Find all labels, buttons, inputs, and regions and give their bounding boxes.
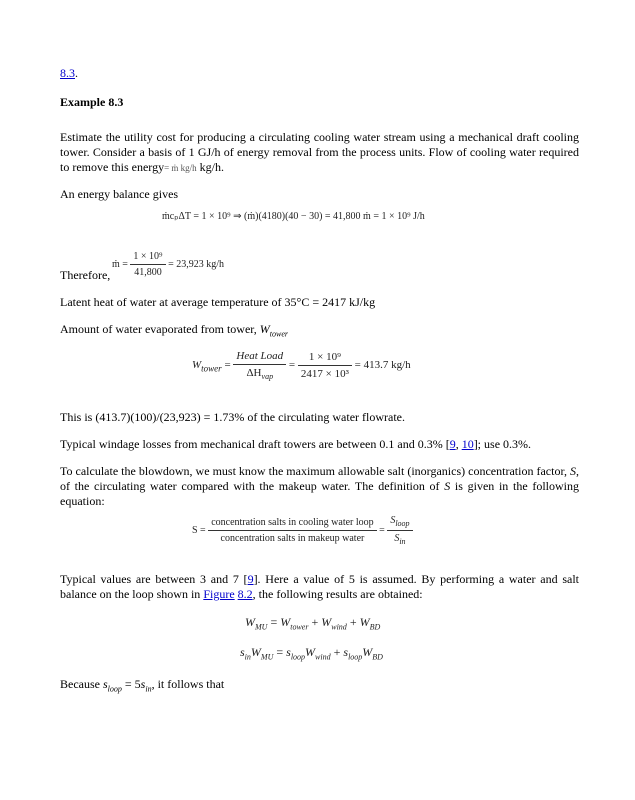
delta-h-label: ΔH — [246, 367, 262, 379]
equation-concentration-factor — [192, 515, 413, 546]
eq5-w4: W — [359, 615, 370, 629]
vap-subscript: vap — [261, 372, 274, 382]
heat-load-label: Heat Load — [236, 350, 284, 362]
citation-link-9b[interactable]: 9 — [247, 572, 254, 586]
s-in-sub: in — [399, 537, 406, 546]
eq5-w2: W — [280, 615, 291, 629]
because-tail: , it follows that — [151, 677, 225, 691]
paragraph-energy-balance: An energy balance gives — [60, 187, 179, 201]
eq6-s1: s — [240, 645, 245, 659]
eq5-w3: W — [321, 615, 332, 629]
concentration-fraction — [208, 517, 376, 544]
w-symbol: W — [259, 322, 270, 336]
previous-section-ref — [60, 66, 579, 81]
because-s1: s — [102, 677, 108, 691]
eq6-wind: wind — [315, 652, 331, 662]
numeric-denominator: 2417 × 10³ — [300, 368, 349, 381]
citation-separator: , — [455, 437, 462, 451]
figure-link-label[interactable]: Figure — [203, 587, 235, 601]
eq5-bd: BD — [369, 622, 381, 632]
typical-tail: , the following results are obtained: — [252, 587, 423, 601]
s-in-symbol: S — [394, 533, 400, 544]
mass-flow-numerator: 1 × 10⁹ — [130, 251, 165, 265]
inline-equation: = ṁ kg/h — [164, 163, 197, 173]
s-ratio-fraction — [387, 515, 412, 546]
paragraph-percentage: This is (413.7)(100)/(23,923) = 1.73% of the circulating water flowrate. — [60, 410, 406, 424]
windage-text: Typical windage losses from mechanical draft towers are between 0.1 and 0.3% [ — [60, 437, 450, 451]
eq3-lhs: W — [192, 359, 202, 372]
s-symbol-2: S — [444, 479, 451, 493]
paragraph-blowdown — [60, 464, 579, 509]
ref-period: . — [75, 66, 78, 80]
s-loop-symbol: S — [390, 515, 396, 526]
citation-link-10[interactable]: 10 — [461, 437, 474, 451]
eq5-plus2: + — [346, 615, 360, 629]
because-equals: = 5 — [121, 677, 141, 691]
eq6-loop1: loop — [290, 652, 306, 662]
numeric-numerator: 1 × 10⁹ — [298, 351, 352, 366]
mass-flow-lhs: ṁ = — [112, 258, 128, 270]
eq6-in: in — [244, 652, 251, 662]
eq4-equals: = — [379, 524, 385, 536]
citation-link-9[interactable]: 9 — [449, 437, 456, 451]
eq6-loop2: loop — [348, 652, 363, 662]
figure-link-number[interactable]: 8.2 — [237, 587, 253, 601]
eq6-s3: s — [343, 645, 349, 659]
equation-evaporation — [192, 350, 411, 381]
paragraph-problem-statement — [60, 130, 579, 176]
numeric-fraction — [298, 351, 352, 380]
typical-middle: ]. Here a value of 5 is assumed. By performing a water and salt balance on the loop shown in — [60, 572, 579, 601]
blowdown-middle: , of the circulating water compared with the makeup water. The definition of — [60, 464, 579, 493]
section-link[interactable]: 8.3 — [60, 66, 75, 80]
paragraph-typical-values — [60, 572, 579, 602]
because-s2: s — [140, 677, 146, 691]
eq5-mu: MU — [255, 622, 268, 632]
eq4-lhs: S = — [192, 524, 206, 536]
eq5-plus1: + — [308, 615, 322, 629]
example-title: Example 8.3 — [60, 95, 124, 109]
s-loop-sub: loop — [395, 519, 410, 528]
equation-salt-balance — [240, 645, 383, 661]
concentration-numerator: concentration salts in cooling water loop — [208, 517, 376, 531]
blowdown-text: To calculate the blowdown, we must know the maximum allowable salt (inorganics) concentration factor, — [60, 464, 570, 478]
mass-flow-result: = 23,923 kg/h — [168, 258, 224, 270]
heat-load-fraction — [233, 350, 286, 381]
windage-tail: ]; use 0.3%. — [473, 437, 532, 451]
problem-text: Estimate the utility cost for producing a circulating cooling water stream using a mechanical draft cooling tower. Consider a basis of 1 GJ/h of energy removal from the process units. Flow of cooling water required to remove this energy — [60, 130, 579, 174]
because-text: Because — [60, 677, 103, 691]
paragraph-because — [60, 677, 579, 696]
eq3-result: = 413.7 kg/h — [354, 359, 411, 372]
eq5-w1: W — [245, 615, 255, 629]
eq5-equals: = — [267, 615, 281, 629]
because-in: in — [145, 684, 152, 694]
eq6-w3: W — [362, 645, 373, 659]
paragraph-latent-heat: Latent heat of water at average temperature of 35°C = 2417 kJ/kg — [60, 295, 376, 309]
blowdown-tail: is given in the following equation: — [60, 479, 579, 508]
w-subscript: tower — [269, 329, 289, 339]
eq6-equals: = — [273, 645, 287, 659]
because-loop: loop — [107, 684, 122, 694]
paragraph-evaporation — [60, 322, 579, 341]
problem-tail: kg/h. — [199, 160, 225, 174]
eq5-wind: wind — [331, 622, 347, 632]
concentration-denominator: concentration salts in makeup water — [220, 533, 365, 544]
equation-water-balance — [245, 615, 380, 631]
therefore-label: Therefore, — [60, 268, 111, 282]
eq6-w2: W — [305, 645, 316, 659]
mass-flow-denominator: 41,800 — [134, 267, 162, 278]
paragraph-windage — [60, 437, 579, 452]
eq5-tower: tower — [290, 622, 309, 632]
eq6-s2: s — [286, 645, 291, 659]
eq3-equals: = — [224, 359, 231, 372]
typical-text: Typical values are between 3 and 7 [ — [60, 572, 248, 586]
s-symbol: S — [570, 464, 576, 478]
eq3-lhs-sub: tower — [201, 363, 222, 374]
eq6-w1: W — [250, 645, 261, 659]
eq3-equals-2: = — [288, 359, 296, 372]
equation-energy-balance: ṁcₚΔT = 1 × 10⁹ ⇒ (ṁ)(4180)(40 − 30) = 41,800 ṁ = 1 × 10⁹ J/h — [162, 211, 425, 222]
eq6-mu: MU — [260, 652, 274, 662]
eq6-bd: BD — [372, 652, 383, 662]
evaporation-text: Amount of water evaporated from tower, — [60, 322, 260, 336]
eq6-plus: + — [330, 645, 344, 659]
